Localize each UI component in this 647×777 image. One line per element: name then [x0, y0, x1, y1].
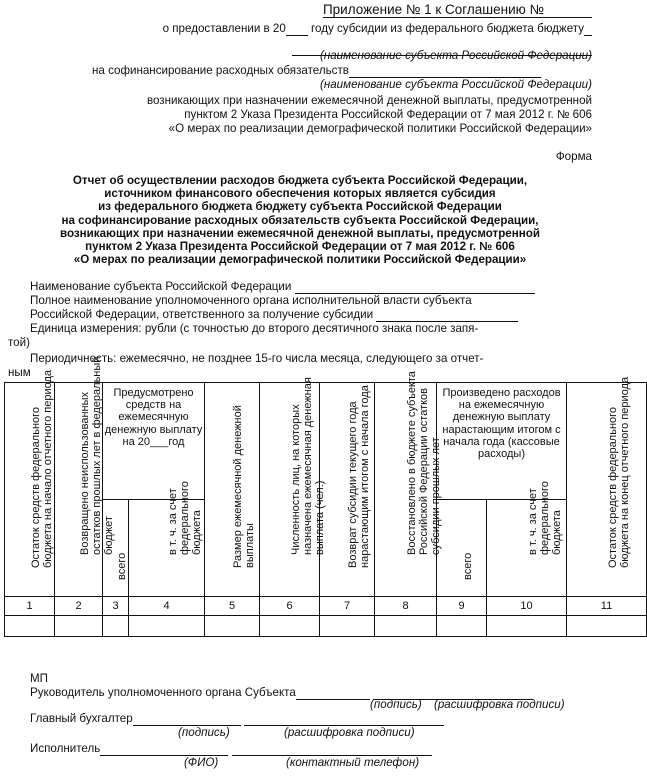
table-cell[interactable] — [567, 616, 647, 637]
col-header-4: в т. ч. за счет федерального бюджета — [129, 500, 205, 597]
table-cell[interactable] — [205, 616, 260, 637]
column-numbers-row — [5, 597, 647, 616]
table-cell[interactable] — [320, 616, 375, 637]
stamp-label: МП — [30, 672, 48, 685]
header-provision-line: о предоставлении в 20 году субсидии из федерального бюджета бюджету — [163, 22, 592, 36]
group-header-expenses: Произведено расходов на ежемесячную денежную выплату нарастающим итогом с начала года (кассовые расходы) — [437, 383, 567, 500]
table-cell[interactable] — [5, 616, 55, 637]
subject-name-blank — [295, 282, 535, 294]
title-line: пунктом 2 Указа Президента Российской Федерации от 7 мая 2012 г. № 606 — [85, 240, 515, 254]
executor-fio-blank — [100, 744, 228, 756]
col-header-7: Возврат субсидии текущего года нарастающим итогом с начала года — [320, 383, 375, 597]
col-header-6: Численность лиц, на которых назначена ежемесячная денежная выплата (чел.) — [260, 383, 320, 597]
accountant-signature-blank — [133, 714, 241, 726]
head-signature-blank — [296, 688, 370, 700]
column-number: 10 — [487, 597, 567, 616]
table-row — [5, 616, 647, 637]
title-line: из федерального бюджета бюджету субъекта Российской Федерации — [98, 200, 502, 214]
table-cell[interactable] — [375, 616, 437, 637]
subject-name-field: Наименование субъекта Российской Федерации — [30, 280, 535, 294]
subject-caption-2: (наименование субъекта Российской Федерации) — [319, 78, 592, 91]
arising-line-2: пунктом 2 Указа Президента Российской Федерации от 7 мая 2012 г. № 606 — [184, 108, 592, 121]
executor-caption-fio: (ФИО) — [184, 756, 219, 769]
period-line-1: Периодичность: ежемесячно, не позднее 15-го числа месяца, следующего за отчет- — [30, 352, 484, 365]
group-header-planned: Предусмотрено средств на ежемесячную денежную выплату на 20___год — [103, 383, 205, 500]
column-number: 5 — [205, 597, 260, 616]
table-cell[interactable] — [55, 616, 103, 637]
arising-line-3: «О мерах по реализации демографической политики Российской Федерации» — [168, 122, 592, 135]
accountant-signature-line: Главный бухгалтер — [30, 712, 444, 726]
title-line: на софинансирование расходных обязательств субъекта Российской Федерации, — [61, 213, 539, 227]
accountant-caption-decoding: (расшифровка подписи) — [284, 726, 415, 739]
title-line: источником финансового обеспечения которых является субсидия — [104, 187, 496, 201]
appendix-title: Приложение № 1 к Соглашению № — [323, 3, 592, 17]
col-header-5: Размер ежемесячной денежной выплаты — [205, 383, 260, 597]
arising-line-1: возникающих при назначении ежемесячной денежной выплаты, предусмотренной — [146, 94, 592, 107]
column-number: 7 — [320, 597, 375, 616]
column-number: 3 — [103, 597, 129, 616]
report-title — [0, 174, 600, 266]
cofinance-line: на софинансирование расходных обязательств — [92, 64, 541, 78]
executor-phone-blank — [232, 744, 432, 756]
col-header-8: Восстановлено в бюджете субъекта Российской Федерации остатков субсидии прошлых лет — [375, 383, 437, 597]
column-number: 9 — [437, 597, 487, 616]
authority-field-2: Российской Федерации, ответственного за получение субсидии — [30, 308, 518, 322]
accountant-decoding-blank — [244, 714, 444, 726]
col-header-10: в т. ч. за счет федерального бюджета — [487, 500, 567, 597]
head-caption-signature: (подпись) — [370, 698, 422, 711]
head-caption-decoding: (расшифровка подписи) — [434, 698, 565, 711]
column-number: 11 — [567, 597, 647, 616]
title-line: возникающих при назначении ежемесячной денежной выплаты, предусмотренной — [60, 226, 540, 240]
table-cell[interactable] — [437, 616, 487, 637]
form-label: Форма — [555, 150, 592, 163]
title-line: Отчет об осуществлении расходов бюджета субъекта Российской Федерации, — [72, 174, 528, 187]
executor-caption-phone: (контактный телефон) — [286, 756, 420, 769]
executor-signature-line: Исполнитель — [30, 742, 432, 756]
authority-field-1: Полное наименование уполномоченного органа исполнительной власти субъекта — [30, 294, 472, 307]
column-number: 8 — [375, 597, 437, 616]
col-header-9: всего — [437, 500, 487, 597]
authority-blank — [376, 310, 518, 322]
column-number: 2 — [55, 597, 103, 616]
column-number: 6 — [260, 597, 320, 616]
period-line-2: ным — [8, 366, 31, 379]
col-header-3: всего — [103, 500, 129, 597]
col-header-2: Возвращено неиспользованных остатков прошлых лет в федеральный бюджет — [55, 383, 103, 597]
title-line: «О мерах по реализации демографической политики Российской Федерации» — [73, 253, 527, 267]
subject-caption: (наименование субъекта Российской Федерации) — [319, 49, 592, 62]
table-cell[interactable] — [260, 616, 320, 637]
table-cell[interactable] — [487, 616, 567, 637]
accountant-caption-signature: (подпись) — [178, 726, 230, 739]
unit-line-2: той) — [8, 336, 30, 349]
col-header-11: Остаток средств федерального бюджета на конец отчетного периода — [567, 383, 647, 597]
head-signature-line: Руководитель уполномоченного органа Субъекта — [30, 686, 533, 700]
column-number: 4 — [129, 597, 205, 616]
column-number: 1 — [5, 597, 55, 616]
unit-line-1: Единица измерения: рубли (с точностью до второго десятичного знака после запя- — [30, 322, 479, 335]
table-cell[interactable] — [103, 616, 129, 637]
col-header-1: Остаток средств федерального бюджета на начало отчетного периода — [5, 383, 55, 597]
table-cell[interactable] — [129, 616, 205, 637]
